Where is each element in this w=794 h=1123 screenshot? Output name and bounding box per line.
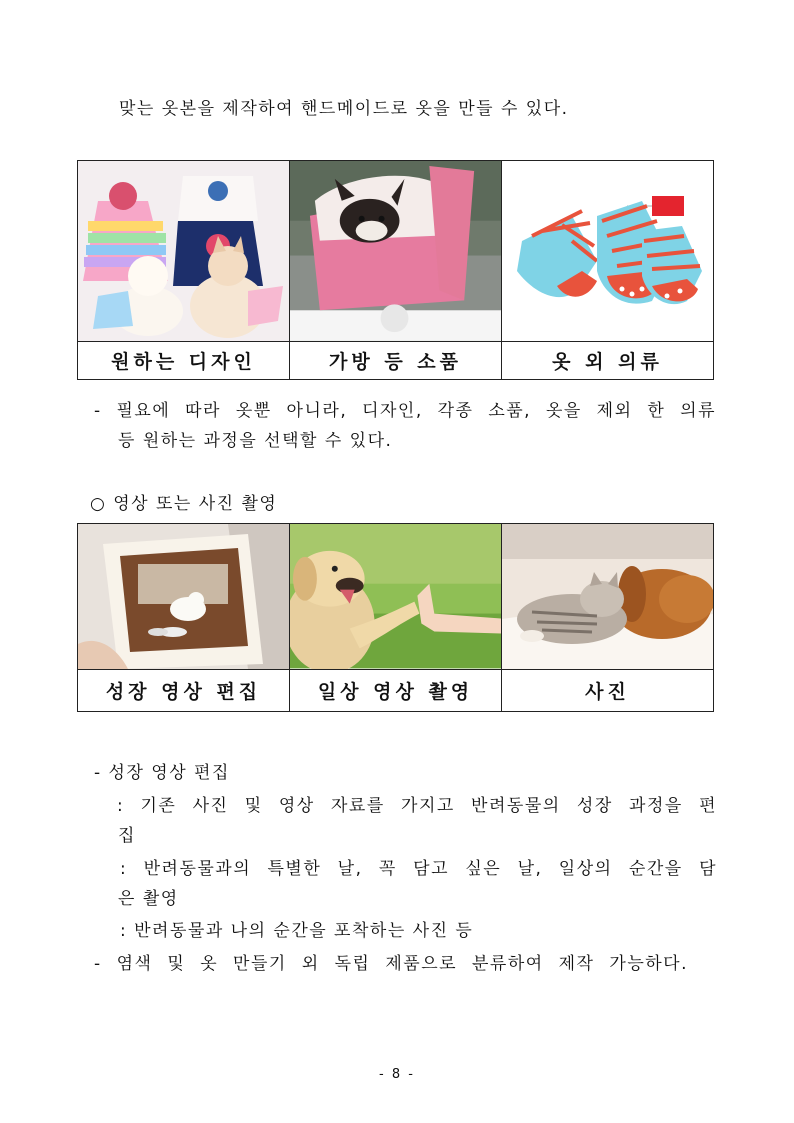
list-item-daily-video-desc-a: : 반려동물과의 특별한 날, 꼭 담고 싶은 날, 일상의 순간을 담 <box>120 859 717 879</box>
bullet-options-line1: - 필요에 따라 옷뿐 아니라, 디자인, 각종 소품, 옷을 제외 한 의류 <box>94 401 716 421</box>
clothing-options-table <box>77 160 714 380</box>
bullet-options-line2: 등 원하는 과정을 선택할 수 있다. <box>118 431 393 451</box>
dog-in-bag-photo <box>290 161 501 340</box>
pet-hanbok-photo <box>78 161 289 341</box>
caption-design: 원하는 디자인 <box>78 342 290 380</box>
video-photo-table <box>77 523 714 712</box>
image-cell-growth-video <box>78 524 290 670</box>
caption-other-clothing: 옷 외 의류 <box>502 342 714 380</box>
growth-video-frame-photo <box>78 524 289 669</box>
list-item-daily-video-desc-b: 은 촬영 <box>118 889 179 909</box>
caption-growth-video: 성장 영상 편집 <box>78 670 290 712</box>
cat-and-dog-sleeping-photo <box>502 524 713 669</box>
caption-photo: 사진 <box>502 670 714 712</box>
caption-accessories: 가방 등 소품 <box>290 342 502 380</box>
list-item-growth-video-desc-a: : 기존 사진 및 영상 자료를 가지고 반려동물의 성장 과정을 편 <box>117 796 717 816</box>
caption-daily-video: 일상 영상 촬영 <box>290 670 502 712</box>
page-number: - 8 - <box>379 1067 415 1082</box>
list-item-photo-desc: : 반려동물과 나의 순간을 포착하는 사진 등 <box>120 921 474 941</box>
intro-sentence: 맞는 옷본을 제작하여 핸드메이드로 옷을 만들 수 있다. <box>119 99 569 119</box>
image-cell-accessories <box>290 161 502 342</box>
dog-high-five-photo <box>290 524 501 668</box>
section-heading: ○ 영상 또는 사진 촬영 <box>90 494 278 514</box>
image-cell-photo <box>502 524 714 670</box>
pet-socks-photo <box>502 161 713 341</box>
list-item-growth-video-title: - 성장 영상 편집 <box>94 763 230 783</box>
list-item-growth-video-desc-b: 집 <box>118 826 136 846</box>
image-cell-design <box>78 161 290 342</box>
image-cell-daily-video <box>290 524 502 670</box>
list-item-independent-products: - 염색 및 옷 만들기 외 독립 제품으로 분류하여 제작 가능하다. <box>94 954 688 974</box>
image-cell-other-clothing <box>502 161 714 342</box>
